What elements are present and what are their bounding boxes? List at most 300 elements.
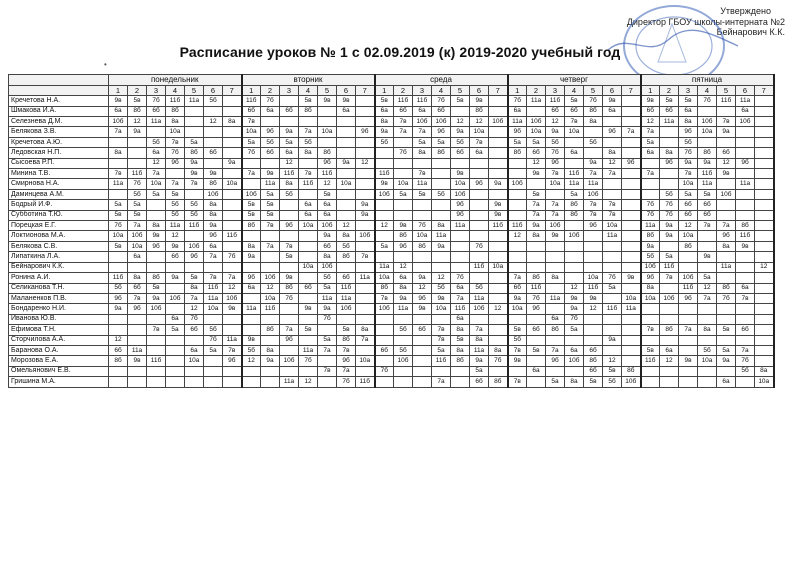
lesson-cell <box>166 304 185 314</box>
lesson-cell: 7б <box>527 293 546 303</box>
teacher-name: Локтионова М.А. <box>9 231 109 241</box>
lesson-cell <box>223 377 242 387</box>
lesson-number: 1 <box>109 85 128 95</box>
lesson-cell <box>622 148 641 158</box>
lesson-cell: 7а <box>527 210 546 220</box>
lesson-cell <box>755 231 774 241</box>
lesson-cell: 8а <box>451 325 470 335</box>
lesson-cell: 5в <box>603 366 622 376</box>
teacher-row <box>9 189 774 199</box>
lesson-cell <box>736 127 755 137</box>
lesson-cell: 5в <box>527 345 546 355</box>
lesson-cell: 7а <box>698 293 717 303</box>
lesson-number: 6 <box>603 85 622 95</box>
lesson-cell: 9а <box>641 241 660 251</box>
lesson-cell <box>584 231 603 241</box>
lesson-cell <box>489 335 508 345</box>
lesson-cell <box>679 345 698 355</box>
lesson-cell <box>565 335 584 345</box>
lesson-cell <box>489 137 508 147</box>
lesson-cell: 6б <box>717 148 736 158</box>
lesson-cell: 5б <box>584 137 603 147</box>
teacher-row <box>9 210 774 220</box>
lesson-cell: 9в <box>565 293 584 303</box>
lesson-cell: 11а <box>717 262 736 272</box>
lesson-cell <box>432 158 451 168</box>
lesson-cell: 9б <box>679 127 698 137</box>
lesson-cell: 8а <box>660 148 679 158</box>
lesson-number: 4 <box>565 85 584 95</box>
lesson-cell: 8а <box>223 117 242 127</box>
lesson-cell: 10б <box>698 117 717 127</box>
lesson-cell <box>318 117 337 127</box>
lesson-cell: 7в <box>356 252 375 262</box>
lesson-cell <box>755 356 774 366</box>
lesson-cell: 6б <box>109 345 128 355</box>
lesson-cell <box>356 314 375 324</box>
lesson-cell <box>527 262 546 272</box>
lesson-cell: 12 <box>508 231 527 241</box>
lesson-cell: 6а <box>470 148 489 158</box>
lesson-cell: 7в <box>166 137 185 147</box>
lesson-cell: 8а <box>299 148 318 158</box>
lesson-cell <box>660 314 679 324</box>
teacher-name: Ефимова Т.Н. <box>9 325 109 335</box>
lesson-cell <box>470 158 489 168</box>
lesson-cell <box>508 241 527 251</box>
lesson-cell <box>337 148 356 158</box>
lesson-cell <box>223 96 242 106</box>
lesson-cell: 7а <box>641 169 660 179</box>
lesson-cell <box>432 179 451 189</box>
lesson-cell <box>660 377 679 387</box>
lesson-cell: 7а <box>584 169 603 179</box>
lesson-cell: 6а <box>242 283 261 293</box>
lesson-cell: 6б <box>565 106 584 116</box>
lesson-cell: 9в <box>698 252 717 262</box>
lesson-cell <box>356 148 375 158</box>
teacher-name: Шмакова И.А. <box>9 106 109 116</box>
lesson-cell: 7б <box>508 96 527 106</box>
lesson-cell <box>679 335 698 345</box>
lesson-cell: 9в <box>508 356 527 366</box>
lesson-cell <box>166 169 185 179</box>
lesson-cell: 6б <box>527 148 546 158</box>
lesson-cell <box>622 200 641 210</box>
lesson-cell: 11а <box>603 231 622 241</box>
lesson-cell: 9в <box>489 200 508 210</box>
lesson-cell: 7а <box>603 169 622 179</box>
teacher-name: Бейнарович К.К. <box>9 262 109 272</box>
lesson-cell: 11а <box>641 221 660 231</box>
lesson-cell <box>565 273 584 283</box>
lesson-cell <box>375 231 394 241</box>
lesson-cell <box>622 345 641 355</box>
lesson-cell <box>584 148 603 158</box>
lesson-cell: 6а <box>318 200 337 210</box>
lesson-cell: 7б <box>603 273 622 283</box>
lesson-cell: 7б <box>280 293 299 303</box>
teacher-name: Маланенков П.В. <box>9 293 109 303</box>
lesson-cell: 9б <box>166 158 185 168</box>
lesson-cell: 10а <box>109 231 128 241</box>
teacher-row <box>9 366 774 376</box>
lesson-cell <box>356 241 375 251</box>
lesson-cell <box>128 158 147 168</box>
lesson-cell: 10а <box>527 127 546 137</box>
lesson-cell: 9а <box>261 356 280 366</box>
lesson-cell: 6б <box>679 210 698 220</box>
lesson-cell: 9б <box>546 158 565 168</box>
lesson-cell <box>413 335 432 345</box>
lesson-cell: 7в <box>470 137 489 147</box>
lesson-cell <box>736 335 755 345</box>
lesson-cell: 8б <box>337 252 356 262</box>
teacher-row <box>9 158 774 168</box>
teacher-name: Ронина А.И. <box>9 273 109 283</box>
lesson-cell: 7б <box>641 210 660 220</box>
lesson-cell <box>622 117 641 127</box>
lesson-cell: 5а <box>128 200 147 210</box>
lesson-cell <box>261 335 280 345</box>
lesson-cell: 11б <box>546 96 565 106</box>
lesson-cell: 10б <box>489 117 508 127</box>
lesson-cell: 5в <box>318 189 337 199</box>
lesson-cell: 8б <box>204 179 223 189</box>
lesson-cell: 9в <box>223 304 242 314</box>
approval-line-2: Директор ГБОУ школы-интерната №2 <box>626 16 785 27</box>
lesson-cell: 7б <box>223 252 242 262</box>
lesson-cell <box>622 335 641 345</box>
lesson-cell <box>584 325 603 335</box>
lesson-cell <box>394 314 413 324</box>
lesson-cell: 5в <box>128 96 147 106</box>
lesson-cell: 6а <box>128 252 147 262</box>
lesson-cell <box>717 106 736 116</box>
teacher-name: Липаткина Л.А. <box>9 252 109 262</box>
lesson-cell <box>755 127 774 137</box>
lesson-cell: 9в <box>489 210 508 220</box>
lesson-cell: 8а <box>356 325 375 335</box>
lesson-cell: 7а <box>204 252 223 262</box>
lesson-cell: 8б <box>280 283 299 293</box>
lesson-cell <box>394 210 413 220</box>
lesson-cell: 8б <box>375 283 394 293</box>
lesson-cell: 8а <box>318 252 337 262</box>
lesson-cell <box>622 189 641 199</box>
lesson-cell: 6б <box>641 106 660 116</box>
lesson-cell: 7в <box>394 117 413 127</box>
lesson-cell <box>166 377 185 387</box>
lesson-cell: 10а <box>242 127 261 137</box>
lesson-cell: 11а <box>166 221 185 231</box>
lesson-cell: 5б <box>185 210 204 220</box>
lesson-cell: 5а <box>261 189 280 199</box>
lesson-cell: 9а <box>204 221 223 231</box>
lesson-cell <box>565 241 584 251</box>
lesson-cell <box>679 366 698 376</box>
lesson-cell <box>394 335 413 345</box>
lesson-cell <box>451 158 470 168</box>
lesson-cell: 11б <box>660 262 679 272</box>
lesson-cell: 5а <box>413 137 432 147</box>
lesson-cell: 10б <box>508 179 527 189</box>
lesson-cell <box>109 252 128 262</box>
lesson-cell <box>356 117 375 127</box>
lesson-cell: 10б <box>527 117 546 127</box>
lesson-cell: 5б <box>508 335 527 345</box>
lesson-cell <box>527 314 546 324</box>
approval-line-3: Бейнарович К.К. <box>716 27 785 37</box>
lesson-cell <box>261 117 280 127</box>
lesson-cell: 7б <box>641 200 660 210</box>
lesson-cell: 5а <box>470 366 489 376</box>
lesson-cell <box>489 231 508 241</box>
lesson-cell <box>394 169 413 179</box>
lesson-cell <box>508 314 527 324</box>
lesson-cell: 6б <box>736 325 755 335</box>
lesson-cell: 9а <box>565 304 584 314</box>
lesson-cell <box>185 231 204 241</box>
lesson-number: 5 <box>318 85 337 95</box>
lesson-cell <box>755 137 774 147</box>
lesson-cell: 5в <box>242 200 261 210</box>
lesson-cell: 5в <box>166 189 185 199</box>
lesson-number: 2 <box>261 85 280 95</box>
lesson-cell <box>451 366 470 376</box>
lesson-cell: 9в <box>109 96 128 106</box>
lesson-cell <box>128 148 147 158</box>
lesson-cell <box>622 106 641 116</box>
lesson-cell: 10а <box>489 262 508 272</box>
lesson-cell: 7б <box>432 96 451 106</box>
lesson-cell <box>565 262 584 272</box>
lesson-number: 3 <box>147 85 166 95</box>
lesson-cell <box>299 273 318 283</box>
lesson-cell: 8б <box>299 106 318 116</box>
lesson-cell <box>242 179 261 189</box>
lesson-cell <box>641 158 660 168</box>
lesson-cell: 10а <box>470 127 489 137</box>
lesson-cell <box>356 221 375 231</box>
lesson-cell <box>451 231 470 241</box>
lesson-cell: 11б <box>318 169 337 179</box>
lesson-cell: 11б <box>565 169 584 179</box>
lesson-cell <box>584 335 603 345</box>
lesson-cell: 7а <box>242 169 261 179</box>
lesson-cell: 10б <box>717 189 736 199</box>
lesson-cell: 8б <box>489 377 508 387</box>
lesson-cell <box>641 304 660 314</box>
lesson-cell: 7б <box>128 179 147 189</box>
lesson-cell: 7в <box>261 221 280 231</box>
lesson-cell: 7б <box>394 148 413 158</box>
lesson-cell <box>299 314 318 324</box>
lesson-cell: 10а <box>546 179 565 189</box>
lesson-cell: 7б <box>470 241 489 251</box>
lesson-cell <box>223 210 242 220</box>
lesson-cell: 10а <box>128 241 147 251</box>
lesson-cell: 10б <box>375 304 394 314</box>
lesson-cell: 5в <box>128 210 147 220</box>
lesson-cell: 11б <box>204 283 223 293</box>
lesson-cell: 8а <box>242 241 261 251</box>
lesson-cell: 7в <box>546 169 565 179</box>
lesson-cell: 6а <box>565 148 584 158</box>
lesson-cell <box>698 335 717 345</box>
lesson-cell <box>736 304 755 314</box>
lesson-cell: 12 <box>337 221 356 231</box>
lesson-cell <box>337 200 356 210</box>
teacher-row <box>9 325 774 335</box>
lesson-cell: 8а <box>261 345 280 355</box>
lesson-cell <box>375 158 394 168</box>
lesson-cell: 8б <box>147 273 166 283</box>
lesson-cell <box>166 262 185 272</box>
lesson-cell <box>147 366 166 376</box>
teacher-name: Минина Т.В. <box>9 169 109 179</box>
teacher-row <box>9 283 774 293</box>
lesson-cell: 5б <box>394 345 413 355</box>
lesson-cell: 12 <box>299 377 318 387</box>
lesson-cell: 10а <box>223 179 242 189</box>
lesson-cell: 6б <box>546 106 565 116</box>
lesson-cell <box>489 106 508 116</box>
lesson-cell: 9б <box>679 293 698 303</box>
lesson-cell: 11б <box>223 231 242 241</box>
lesson-cell: 5б <box>470 283 489 293</box>
lesson-cell: 6а <box>679 106 698 116</box>
lesson-cell: 11б <box>736 231 755 241</box>
lesson-cell <box>109 377 128 387</box>
lesson-cell: 9а <box>584 158 603 168</box>
lesson-cell <box>375 325 394 335</box>
teacher-row <box>9 179 774 189</box>
lesson-cell <box>356 96 375 106</box>
lesson-cell: 7а <box>223 273 242 283</box>
lesson-cell: 7в <box>128 293 147 303</box>
lesson-cell <box>185 106 204 116</box>
lesson-cell <box>223 221 242 231</box>
lesson-cell <box>755 158 774 168</box>
lesson-cell: 8б <box>565 200 584 210</box>
lesson-cell <box>261 262 280 272</box>
lesson-cell: 5а <box>375 241 394 251</box>
lesson-cell: 9в <box>204 169 223 179</box>
lesson-cell <box>413 356 432 366</box>
lesson-cell: 10б <box>451 189 470 199</box>
lesson-cell <box>356 304 375 314</box>
lesson-cell <box>261 231 280 241</box>
lesson-cell <box>755 252 774 262</box>
lesson-number-row <box>9 85 774 95</box>
lesson-cell <box>375 210 394 220</box>
lesson-cell: 9б <box>413 293 432 303</box>
lesson-cell: 10а <box>641 293 660 303</box>
lesson-cell: 11а <box>375 262 394 272</box>
lesson-cell: 12 <box>755 262 774 272</box>
lesson-cell: 11а <box>565 179 584 189</box>
lesson-cell: 11а <box>432 231 451 241</box>
lesson-cell <box>261 158 280 168</box>
lesson-cell <box>489 241 508 251</box>
lesson-cell: 6б <box>508 283 527 293</box>
lesson-cell: 10б <box>375 189 394 199</box>
teacher-name: Бондаренко Н.И. <box>9 304 109 314</box>
lesson-cell: 7б <box>261 96 280 106</box>
lesson-cell <box>660 137 679 147</box>
lesson-cell: 9а <box>432 241 451 251</box>
teacher-name: Баранова О.А. <box>9 345 109 355</box>
lesson-cell <box>603 325 622 335</box>
lesson-cell: 9б <box>128 304 147 314</box>
lesson-cell <box>280 304 299 314</box>
lesson-cell: 12 <box>489 304 508 314</box>
lesson-cell: 10а <box>375 273 394 283</box>
lesson-cell: 9б <box>717 231 736 241</box>
lesson-cell: 7а <box>546 345 565 355</box>
lesson-cell: 6б <box>375 345 394 355</box>
lesson-cell <box>223 325 242 335</box>
lesson-cell <box>527 377 546 387</box>
lesson-cell: 6а <box>736 106 755 116</box>
lesson-cell: 6а <box>603 106 622 116</box>
day-header-4: четверг <box>508 75 641 86</box>
lesson-cell: 9а <box>489 179 508 189</box>
lesson-cell <box>660 179 679 189</box>
lesson-cell: 11а <box>698 179 717 189</box>
lesson-cell <box>755 314 774 324</box>
day-header-2: вторник <box>242 75 375 86</box>
lesson-cell <box>698 377 717 387</box>
lesson-cell: 5а <box>394 189 413 199</box>
lesson-cell <box>432 314 451 324</box>
lesson-cell: 5в <box>717 325 736 335</box>
lesson-cell: 10б <box>565 231 584 241</box>
lesson-cell: 8а <box>679 117 698 127</box>
lesson-cell: 8а <box>128 273 147 283</box>
lesson-cell <box>394 200 413 210</box>
lesson-cell <box>375 200 394 210</box>
lesson-cell <box>261 377 280 387</box>
lesson-cell <box>204 158 223 168</box>
lesson-cell: 5б <box>432 283 451 293</box>
lesson-cell: 9б <box>356 127 375 137</box>
lesson-cell: 5в <box>565 96 584 106</box>
lesson-cell: 11а <box>299 345 318 355</box>
lesson-cell <box>185 262 204 272</box>
lesson-cell: 12 <box>660 356 679 366</box>
lesson-cell: 9б <box>451 200 470 210</box>
lesson-cell: 6а <box>413 106 432 116</box>
teacher-row <box>9 314 774 324</box>
lesson-cell: 11б <box>432 356 451 366</box>
lesson-cell: 7а <box>413 127 432 137</box>
lesson-cell <box>375 148 394 158</box>
lesson-cell: 12 <box>527 158 546 168</box>
lesson-cell: 7а <box>641 127 660 137</box>
lesson-cell: 9в <box>546 231 565 241</box>
lesson-cell <box>223 314 242 324</box>
lesson-cell: 5б <box>204 96 223 106</box>
lesson-cell: 5а <box>660 252 679 262</box>
lesson-number: 2 <box>660 85 679 95</box>
lesson-cell <box>356 262 375 272</box>
lesson-cell: 10а <box>698 356 717 366</box>
lesson-cell: 11а <box>451 221 470 231</box>
lesson-cell: 10б <box>565 356 584 366</box>
lesson-cell <box>185 127 204 137</box>
